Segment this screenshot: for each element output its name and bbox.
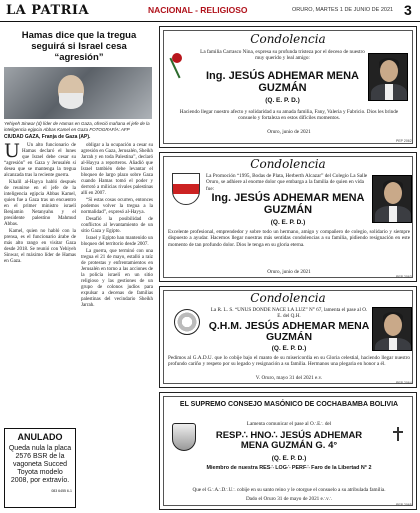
article-paragraph: Desafió la posibilidad de conflictos al levantamiento de un sitio Gaza y Egipto. xyxy=(81,217,153,234)
article-paragraph: “Si estas cosas ocurren, entonces podemos volver la tregua a la normalidad”, expresó al-Hayya. xyxy=(81,198,153,215)
deceased-name: Ing. JESÚS ADHEMAR MENA GUZMÁN xyxy=(206,70,359,94)
notice-place-date: Oruro, junio de 2021 xyxy=(267,269,311,275)
notice-reference: PEP 2062 xyxy=(396,139,412,143)
notice-reference: PEP 2064 xyxy=(396,381,412,385)
issue-dateline: ORURO, MARTES 1 DE JUNIO DE 2021 xyxy=(292,7,394,13)
notice-place-date: Oruro, junio de 2021 xyxy=(267,129,311,135)
ad-reference: 083 6455 6-1 xyxy=(51,489,72,493)
deceased-portrait xyxy=(372,307,412,351)
notice-place-date: Dado el Oruro 31 de mayo de 2021 e∴v∴ xyxy=(245,496,333,502)
photo-caption xyxy=(4,121,154,132)
notice-body: Pedimos al G.A.D.U. que lo cobije bajo el manto de su misericordia en su Gloria celestial, haciendo llegar nuestro profundo cariño y respeto por su legado y resignación a su familia. Hermanos una plegaria en honor a él. xyxy=(168,355,410,368)
portrait-head-shape xyxy=(380,60,398,82)
notice-qepd: (Q. E. P. D.) xyxy=(270,219,306,226)
notice-membership: Miembro de nuestra RES∴ LOG∴ PERF∴ Faro de la Libertad N° 2 xyxy=(206,465,372,471)
notice-qepd: (Q. E. P. D.) xyxy=(271,345,307,352)
notice-intro: Lamenta comunicar el pase al O∴E∴ del xyxy=(246,421,332,427)
article-column-2 xyxy=(81,143,153,310)
article-dateline: CIUDAD GAZA, Franja de Gaza (AP). xyxy=(4,134,91,140)
ad-title: ANULADO xyxy=(17,432,63,442)
school-crest-icon xyxy=(172,173,200,205)
section-title: NACIONAL - RELIGIOSO xyxy=(148,5,248,15)
article-photo[interactable] xyxy=(4,67,152,119)
cross-icon xyxy=(393,427,403,441)
notice-intro: La R. L. S. “UNUS DONDE NACE LA LUZ” N° 67, lamenta el pase al O. E. del Q.H. xyxy=(210,307,368,320)
rose-icon xyxy=(172,53,182,63)
notice-qepd: (Q. E. P. D.) xyxy=(271,455,307,462)
photo-beard-shape xyxy=(59,93,83,109)
council-shield-icon xyxy=(172,423,196,451)
notice-title: EL SUPREMO CONSEJO MASÓNICO DE COCHABAMBA BOLIVIA xyxy=(179,401,399,408)
news-article xyxy=(4,26,154,513)
article-column-1 xyxy=(4,140,76,310)
condolence-notice-3[interactable] xyxy=(159,286,417,388)
deceased-name: RESP∴ HNO∴ JESÚS ADHEMAR MENA GUZMÁN G. 4° xyxy=(215,430,363,451)
notice-title: Condolencia xyxy=(250,157,326,171)
notice-title: Condolencia xyxy=(250,291,326,305)
portrait-head-shape xyxy=(384,182,402,204)
page-number: 3 xyxy=(404,2,412,18)
photo-caption-text: Yehiyeh Sinwar (d) líder de Hamas en Gaza, ofreció mañana el jefe de la inteligencia egipcia Abbas Kamel en Gaza xyxy=(4,121,150,132)
article-paragraph: obligar a la ocupación a cesar su agresión en Gaza, Jerusalén, Sheikh Jarrah y en toda Palestina”, declaró al-Hayya a reporteros. Añadió que Israel también debe levantar el bloqueo de largo plazo sobre Gaza cuando Hamas tomó el poder y derrotó a milicias rivales palestinas allí en 2007. xyxy=(81,143,153,196)
article-paragraph: Un alto funcionario de Hamas declaró el lunes que Israel debe cesar su “agresión” en Gaza y Jerusalén si desea que se mantenga la tregua alcanzada tras la reciente guerra. xyxy=(4,143,76,178)
ad-body: Queda nula la placa 2576 BSR de la vagoneta Succed Toyota modelo 2008, por extravío. xyxy=(8,445,72,484)
condolence-notice-2[interactable] xyxy=(159,152,417,282)
masthead xyxy=(0,0,420,22)
deceased-portrait xyxy=(368,53,408,101)
article-paragraph: Khalil al-Hayya habló después de reunirse en el jefe de la inteligencia egipcia Abbas Kamel, quien fue a Gaza tras un encuentro en el primer ministro israelí Benjamin Netanyahu y el presidente palestino Mahmud Abbas. xyxy=(4,180,76,227)
drop-cap: U xyxy=(4,140,21,162)
portrait-shirt-shape xyxy=(389,206,397,223)
notice-intro: La Promoción “1995, Bodas de Plata, Herberth Alcazar” del Colegio La Salle Oruro, se adhiere al enorme dolor que embarga a la familia de quien en vida fue: xyxy=(206,173,368,192)
deceased-name: Ing. JESÚS ADHEMAR MENA GUZMÁN xyxy=(211,192,365,216)
notice-title: Condolencia xyxy=(250,32,326,46)
notice-body: Que el G∴A∴D∴U∴ cobije en su santo reino y le otorgue el consuelo a su atribulada familia. xyxy=(192,487,386,493)
portrait-head-shape xyxy=(384,314,402,336)
notice-intro: La familia Carrasco Nina, expresa su profunda tristeza por el deceso de nuestro muy querido y leal amigo: xyxy=(200,49,365,62)
article-body xyxy=(4,140,154,310)
article-paragraph: Israel y Egipto han mantenido un bloqueo del territorio desde 2007. xyxy=(81,236,153,247)
deceased-portrait xyxy=(372,175,412,223)
notice-body: Excelente profesional, emprendedor y sobre todo un hermano, amigo y compañero de colegio, solidario y siempre dispuesto a ayudar. Hacemos llegar nuestras más sentidas condolencias a su familia, pidiendo resignación en este momento de tan profundo dolor. Dios le tenga en su gloria eterna. xyxy=(168,229,410,248)
newspaper-brand[interactable]: LA PATRIA xyxy=(6,3,90,18)
notice-body: Haciendo llegar nuestro afecto y solidaridad a su amada familia, Fany, Valeria y Fabricio. Dios les brinde consuelo y fortaleza en estos difíciles momentos. xyxy=(179,109,399,122)
condolence-notice-4[interactable] xyxy=(159,392,417,510)
notice-qepd: (Q. E. P. D.) xyxy=(265,97,300,104)
portrait-shirt-shape xyxy=(389,338,397,351)
classified-ad[interactable] xyxy=(4,428,76,508)
article-paragraph: La guerra, que terminó con una tregua el 21 de mayo, estalló a raíz de protestas y enfrentamientos en Jerusalén en torno a las acciones de la policía israelí en un sitio religioso y las gestiones de un grupo de colonos judíos para expulsar a decenas de familias palestinas del vecindario Sheikh Jarrah. xyxy=(81,249,153,308)
article-headline[interactable]: Hamas dice que la tregua seguirá si Israel cesa “agresión” xyxy=(21,30,137,63)
notice-reference: PEP 2063 xyxy=(396,275,412,279)
portrait-shirt-shape xyxy=(385,84,393,101)
condolence-notice-1[interactable] xyxy=(159,26,417,148)
photo-credit: FOTOGRAFÍA: AFP xyxy=(89,126,130,132)
article-paragraph: Kamel, quien no habló con la prensa, es el funcionario árabe de más alto rango en visitar Gaza desde 2018. Se reunió con Yehiyeh Sinwar, el máximo líder de Hamas en Gaza. xyxy=(4,229,76,264)
deceased-name: Q.H.M. JESÚS ADHEMAR MENA GUZMÁN xyxy=(208,320,370,344)
lodge-emblem-icon xyxy=(174,309,200,335)
notice-place-date: V. Oruro, mayo 31 del 2021 e.v. xyxy=(255,375,323,381)
notice-reference: PEP 2065 xyxy=(396,503,412,507)
